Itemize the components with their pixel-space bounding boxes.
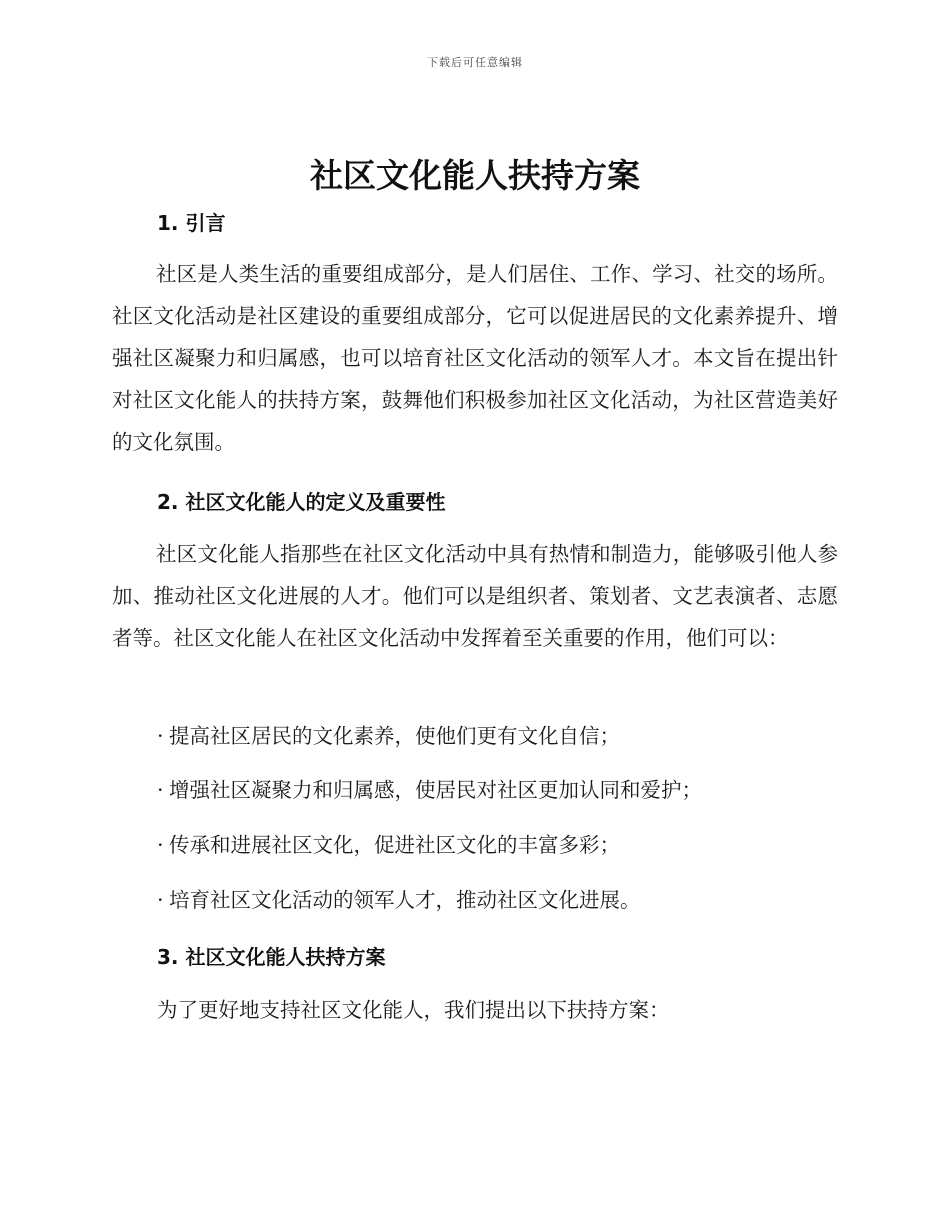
bullet-text: 培育社区文化活动的领军人才，推动社区文化进展。 <box>169 888 641 912</box>
bullet-text: 提高社区居民的文化素养，使他们更有文化自信； <box>169 724 620 748</box>
bullet-item <box>157 722 620 750</box>
bullet-item <box>157 831 620 859</box>
support-plan-intro: 为了更好地支持社区文化能人，我们提出以下扶持方案： <box>157 998 670 1022</box>
definition-paragraph: 社区文化能人指那些在社区文化活动中具有热情和制造力，能够吸引他人参加、推动社区文化进展的人才。他们可以是组织者、策划者、文艺表演者、志愿者等。社区文化能人在社区文化活动中发挥着至关重要的作用，他们可以： <box>112 542 838 650</box>
bullet-text: 传承和进展社区文化，促进社区文化的丰富多彩； <box>169 833 620 857</box>
bullet-item <box>157 886 641 914</box>
section-heading-intro: 1. 引言 <box>157 211 226 235</box>
bullet-dot-icon: · <box>157 778 164 802</box>
bullet-dot-icon: · <box>157 833 164 857</box>
bullet-item <box>157 776 702 804</box>
bullet-dot-icon: · <box>157 724 164 748</box>
page-header: 下载后可任意编辑 <box>427 56 523 69</box>
bullet-dot-icon: · <box>157 888 164 912</box>
intro-paragraph: 社区是人类生活的重要组成部分，是人们居住、工作、学习、社交的场所。社区文化活动是社区建设的重要组成部分，它可以促进居民的文化素养提升、增强社区凝聚力和归属感，也可以培育社区文化活动的领军人才。本文旨在提出针对社区文化能人的扶持方案，鼓舞他们积极参加社区文化活动，为社区营造美好的文化氛围。 <box>112 262 838 454</box>
document-title: 社区文化能人扶持方案 <box>310 156 640 195</box>
section-heading-definition: 2. 社区文化能人的定义及重要性 <box>157 490 446 514</box>
bullet-text: 增强社区凝聚力和归属感，使居民对社区更加认同和爱护； <box>169 778 702 802</box>
section-heading-support-plan: 3. 社区文化能人扶持方案 <box>157 945 386 969</box>
